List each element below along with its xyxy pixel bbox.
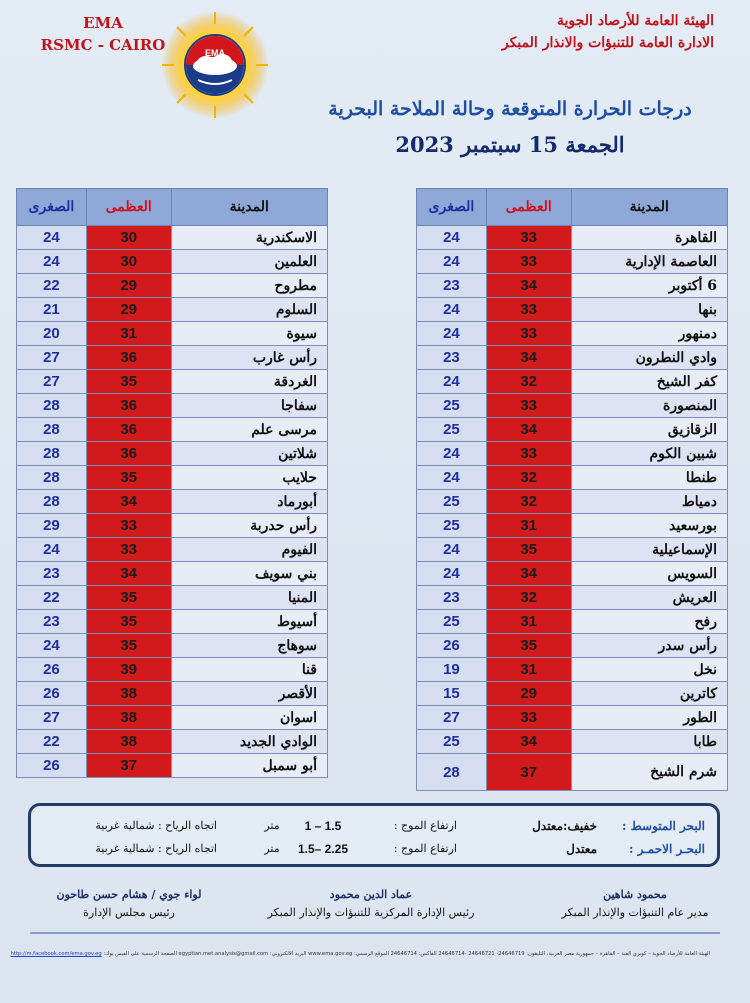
max-temp-cell: 37 — [86, 754, 171, 778]
table-header-row — [417, 189, 728, 226]
max-temp-cell: 32 — [486, 490, 571, 514]
table-row — [17, 682, 328, 706]
signatory-name: عماد الدين محمود — [329, 888, 413, 901]
max-temp-cell: 37 — [486, 754, 571, 791]
table-row — [417, 322, 728, 346]
table-row — [17, 394, 328, 418]
city-name-cell: طابا — [571, 730, 727, 754]
table-row — [417, 370, 728, 394]
min-temp-cell: 23 — [17, 610, 87, 634]
min-temp-cell: 20 — [17, 322, 87, 346]
table-row — [417, 418, 728, 442]
header-max: العظمى — [486, 189, 571, 226]
table-row — [17, 514, 328, 538]
min-temp-cell: 24 — [417, 370, 487, 394]
max-temp-cell: 32 — [486, 466, 571, 490]
city-name-cell: العلمين — [171, 250, 327, 274]
min-temp-cell: 25 — [417, 418, 487, 442]
table-row — [417, 250, 728, 274]
max-temp-cell: 31 — [486, 514, 571, 538]
min-temp-cell: 15 — [417, 682, 487, 706]
city-name-cell: أسيوط — [171, 610, 327, 634]
min-temp-cell: 23 — [417, 346, 487, 370]
table-row — [417, 682, 728, 706]
min-temp-cell: 24 — [417, 298, 487, 322]
max-temp-cell: 34 — [486, 562, 571, 586]
max-temp-cell: 35 — [486, 538, 571, 562]
sea-state: معتدل — [566, 842, 597, 856]
min-temp-cell: 28 — [17, 442, 87, 466]
min-temp-cell: 24 — [17, 250, 87, 274]
min-temp-cell: 21 — [17, 298, 87, 322]
table-row — [17, 634, 328, 658]
agency-center: RSMC - CAIRO — [40, 36, 166, 54]
max-temp-cell: 35 — [486, 634, 571, 658]
wave-unit: متر — [264, 842, 280, 855]
table-row — [417, 442, 728, 466]
city-name-cell: السلوم — [171, 298, 327, 322]
city-name-cell: الوادي الجديد — [171, 730, 327, 754]
signatory-title: مدير عام التنبؤات والإنذار المبكر — [561, 906, 709, 919]
min-temp-cell: 25 — [417, 730, 487, 754]
table-row — [17, 250, 328, 274]
city-name-cell: شبين الكوم — [571, 442, 727, 466]
min-temp-cell: 24 — [417, 250, 487, 274]
table-row — [17, 322, 328, 346]
signatory-name: لواء جوي / هشام حسن طاحون — [56, 888, 202, 901]
organization-name — [414, 10, 714, 54]
city-name-cell: الأقصر — [171, 682, 327, 706]
max-temp-cell: 35 — [86, 586, 171, 610]
header-city: المدينة — [571, 189, 727, 226]
table-row — [17, 706, 328, 730]
table-row — [17, 490, 328, 514]
min-temp-cell: 24 — [17, 226, 87, 250]
city-name-cell: 6 أكتوبر — [571, 274, 727, 298]
table-body — [17, 226, 328, 778]
city-name-cell: دمياط — [571, 490, 727, 514]
city-name-cell: الزقازيق — [571, 418, 727, 442]
min-temp-cell: 24 — [417, 226, 487, 250]
wind-direction: اتجاه الرياح : شمالية غربية — [95, 819, 217, 832]
city-name-cell: شلاتين — [171, 442, 327, 466]
table-row — [417, 706, 728, 730]
city-name-cell: الفيوم — [171, 538, 327, 562]
header-min: الصغرى — [417, 189, 487, 226]
sea-name: البحر المتوسط : — [622, 819, 705, 833]
min-temp-cell: 26 — [417, 634, 487, 658]
min-temp-cell: 27 — [417, 706, 487, 730]
max-temp-cell: 35 — [86, 466, 171, 490]
city-name-cell: بورسعيد — [571, 514, 727, 538]
city-name-cell: الغردقة — [171, 370, 327, 394]
mediterranean-row — [31, 819, 717, 839]
min-temp-cell: 22 — [17, 586, 87, 610]
city-name-cell: رأس سدر — [571, 634, 727, 658]
max-temp-cell: 35 — [86, 634, 171, 658]
table-row — [17, 346, 328, 370]
max-temp-cell: 33 — [86, 538, 171, 562]
table-row — [17, 754, 328, 778]
table-row — [417, 634, 728, 658]
city-name-cell: نخل — [571, 658, 727, 682]
city-name-cell: مطروح — [171, 274, 327, 298]
max-temp-cell: 33 — [486, 322, 571, 346]
city-name-cell: رأس حدربة — [171, 514, 327, 538]
city-name-cell: القاهرة — [571, 226, 727, 250]
table-row — [17, 226, 328, 250]
max-temp-cell: 36 — [86, 418, 171, 442]
signature-forecast-director — [520, 886, 750, 922]
city-name-cell: سيوة — [171, 322, 327, 346]
table-row — [17, 730, 328, 754]
org-line-1: الهيئة العامة للأرصاد الجوية — [557, 13, 714, 29]
table-row — [17, 370, 328, 394]
max-temp-cell: 33 — [486, 442, 571, 466]
max-temp-cell: 29 — [486, 682, 571, 706]
max-temp-cell: 34 — [86, 490, 171, 514]
table-row — [417, 226, 728, 250]
min-temp-cell: 22 — [17, 274, 87, 298]
city-name-cell: الإسماعيلية — [571, 538, 727, 562]
city-name-cell: السويس — [571, 562, 727, 586]
city-name-cell: أبورماد — [171, 490, 327, 514]
table-row — [17, 538, 328, 562]
max-temp-cell: 38 — [86, 682, 171, 706]
min-temp-cell: 24 — [17, 634, 87, 658]
city-name-cell: المنيا — [171, 586, 327, 610]
city-name-cell: رأس غارب — [171, 346, 327, 370]
max-temp-cell: 35 — [86, 610, 171, 634]
city-name-cell: حلايب — [171, 466, 327, 490]
signatory-title: رئيس مجلس الإدارة — [83, 906, 175, 919]
max-temp-cell: 33 — [86, 514, 171, 538]
table-row — [17, 418, 328, 442]
red-sea-row — [31, 842, 717, 862]
min-temp-cell: 22 — [17, 730, 87, 754]
footer-divider — [30, 932, 720, 934]
max-temp-cell: 34 — [486, 346, 571, 370]
max-temp-cell: 33 — [486, 298, 571, 322]
max-temp-cell: 29 — [86, 274, 171, 298]
table-row — [417, 754, 728, 791]
table-header-row — [17, 189, 328, 226]
temperature-table-coastal-upper — [16, 188, 328, 778]
city-name-cell: اسوان — [171, 706, 327, 730]
city-name-cell: وادي النطرون — [571, 346, 727, 370]
signatory-title: رئيس الإدارة المركزية للتنبؤات والإنذار المبكر — [267, 906, 475, 919]
table-row — [417, 610, 728, 634]
table-row — [17, 610, 328, 634]
table-row — [17, 466, 328, 490]
table-row — [417, 274, 728, 298]
wave-label: ارتفاع الموج : — [393, 819, 457, 832]
wave-height: 1 – 1.5 — [304, 819, 342, 833]
city-name-cell: دمنهور — [571, 322, 727, 346]
city-name-cell: المنصورة — [571, 394, 727, 418]
table-row — [417, 394, 728, 418]
max-temp-cell: 30 — [86, 226, 171, 250]
table-row — [417, 562, 728, 586]
min-temp-cell: 19 — [417, 658, 487, 682]
min-temp-cell: 24 — [417, 466, 487, 490]
city-name-cell: شرم الشيخ — [571, 754, 727, 791]
table-row — [17, 298, 328, 322]
table-row — [417, 658, 728, 682]
footer-contact — [10, 951, 710, 957]
min-temp-cell: 28 — [17, 394, 87, 418]
max-temp-cell: 30 — [86, 250, 171, 274]
min-temp-cell: 27 — [17, 706, 87, 730]
table-row — [417, 514, 728, 538]
max-temp-cell: 33 — [486, 226, 571, 250]
min-temp-cell: 24 — [17, 538, 87, 562]
min-temp-cell: 26 — [17, 682, 87, 706]
city-name-cell: رفح — [571, 610, 727, 634]
sea-state: خفيف:معتدل — [532, 819, 597, 833]
city-name-cell: الطور — [571, 706, 727, 730]
city-name-cell: أبو سمبل — [171, 754, 327, 778]
marine-conditions-box — [28, 803, 720, 867]
min-temp-cell: 27 — [17, 370, 87, 394]
header-max: العظمى — [86, 189, 171, 226]
min-temp-cell: 28 — [17, 490, 87, 514]
city-name-cell: بنها — [571, 298, 727, 322]
max-temp-cell: 34 — [486, 730, 571, 754]
table-row — [17, 658, 328, 682]
wave-unit: متر — [264, 819, 280, 832]
city-name-cell: سفاجا — [171, 394, 327, 418]
min-temp-cell: 25 — [417, 610, 487, 634]
min-temp-cell: 25 — [417, 490, 487, 514]
max-temp-cell: 34 — [486, 274, 571, 298]
max-temp-cell: 36 — [86, 394, 171, 418]
city-name-cell: كاترين — [571, 682, 727, 706]
city-name-cell: العريش — [571, 586, 727, 610]
min-temp-cell: 25 — [417, 514, 487, 538]
min-temp-cell: 24 — [417, 322, 487, 346]
max-temp-cell: 29 — [86, 298, 171, 322]
sea-name: البحـر الاحمـر : — [629, 842, 705, 856]
table-body — [417, 226, 728, 791]
wave-height: 1.5– 2.25 — [297, 842, 349, 856]
min-temp-cell: 29 — [17, 514, 87, 538]
table-row — [417, 346, 728, 370]
temperature-table-delta-sinai — [416, 188, 728, 791]
max-temp-cell: 34 — [486, 418, 571, 442]
min-temp-cell: 28 — [417, 754, 487, 791]
signature-central-admin — [256, 886, 486, 922]
table-row — [17, 586, 328, 610]
max-temp-cell: 32 — [486, 370, 571, 394]
min-temp-cell: 26 — [17, 754, 87, 778]
min-temp-cell: 26 — [17, 658, 87, 682]
table-row — [417, 586, 728, 610]
city-name-cell: الاسكندرية — [171, 226, 327, 250]
max-temp-cell: 39 — [86, 658, 171, 682]
table-row — [417, 538, 728, 562]
forecast-date: الجمعة 15 سبتمبر 2023 — [395, 132, 625, 157]
min-temp-cell: 23 — [417, 586, 487, 610]
max-temp-cell: 31 — [86, 322, 171, 346]
city-name-cell: مرسى علم — [171, 418, 327, 442]
ema-sun-logo — [160, 10, 270, 120]
min-temp-cell: 24 — [417, 538, 487, 562]
table-row — [417, 298, 728, 322]
city-name-cell: بني سويف — [171, 562, 327, 586]
max-temp-cell: 34 — [86, 562, 171, 586]
min-temp-cell: 25 — [417, 394, 487, 418]
max-temp-cell: 36 — [86, 346, 171, 370]
table-row — [17, 274, 328, 298]
signature-chairman — [14, 886, 244, 922]
logo-text: EMA — [205, 48, 225, 58]
max-temp-cell: 38 — [86, 706, 171, 730]
min-temp-cell: 28 — [17, 466, 87, 490]
wind-direction: اتجاه الرياح : شمالية غربية — [95, 842, 217, 855]
min-temp-cell: 27 — [17, 346, 87, 370]
max-temp-cell: 33 — [486, 706, 571, 730]
min-temp-cell: 24 — [417, 562, 487, 586]
min-temp-cell: 24 — [417, 442, 487, 466]
city-name-cell: كفر الشيخ — [571, 370, 727, 394]
max-temp-cell: 32 — [486, 586, 571, 610]
wave-label: ارتفاع الموج : — [393, 842, 457, 855]
city-name-cell: طنطا — [571, 466, 727, 490]
max-temp-cell: 31 — [486, 610, 571, 634]
header-min: الصغرى — [17, 189, 87, 226]
page-title: درجات الحرارة المتوقعة وحالة الملاحة البحرية — [328, 98, 692, 120]
table-row — [417, 730, 728, 754]
table-row — [17, 562, 328, 586]
agency-english-name — [28, 12, 178, 56]
min-temp-cell: 23 — [17, 562, 87, 586]
footer-text: الهيئة العامة للأرصاد الجوية – كوبري القبة – القاهرة – جمهورية مصر العربية، التليفون: 24646719- 24646721 -24646714 الفاكس: 24646714 الموقع الرسمي: www.ema.gov.eg البريد الالكتروني: egyptian.met.analysis@gmail.com الصفحة الرسمية على الفيس بوك: — [103, 951, 710, 957]
min-temp-cell: 23 — [417, 274, 487, 298]
city-name-cell: العاصمة الإدارية — [571, 250, 727, 274]
org-line-2: الادارة العامة للتنبؤات والانذار المبكر — [501, 35, 714, 51]
city-name-cell: قنا — [171, 658, 327, 682]
table-row — [17, 442, 328, 466]
max-temp-cell: 31 — [486, 658, 571, 682]
facebook-link[interactable]: http://m.facebook.com/ema.gov.eg — [10, 951, 102, 957]
max-temp-cell: 33 — [486, 394, 571, 418]
max-temp-cell: 35 — [86, 370, 171, 394]
min-temp-cell: 28 — [17, 418, 87, 442]
agency-abbr: EMA — [83, 14, 123, 32]
max-temp-cell: 33 — [486, 250, 571, 274]
city-name-cell: سوهاج — [171, 634, 327, 658]
header-city: المدينة — [171, 189, 327, 226]
signatory-name: محمود شاهين — [603, 888, 667, 901]
table-row — [417, 490, 728, 514]
table-row — [417, 466, 728, 490]
max-temp-cell: 36 — [86, 442, 171, 466]
max-temp-cell: 38 — [86, 730, 171, 754]
